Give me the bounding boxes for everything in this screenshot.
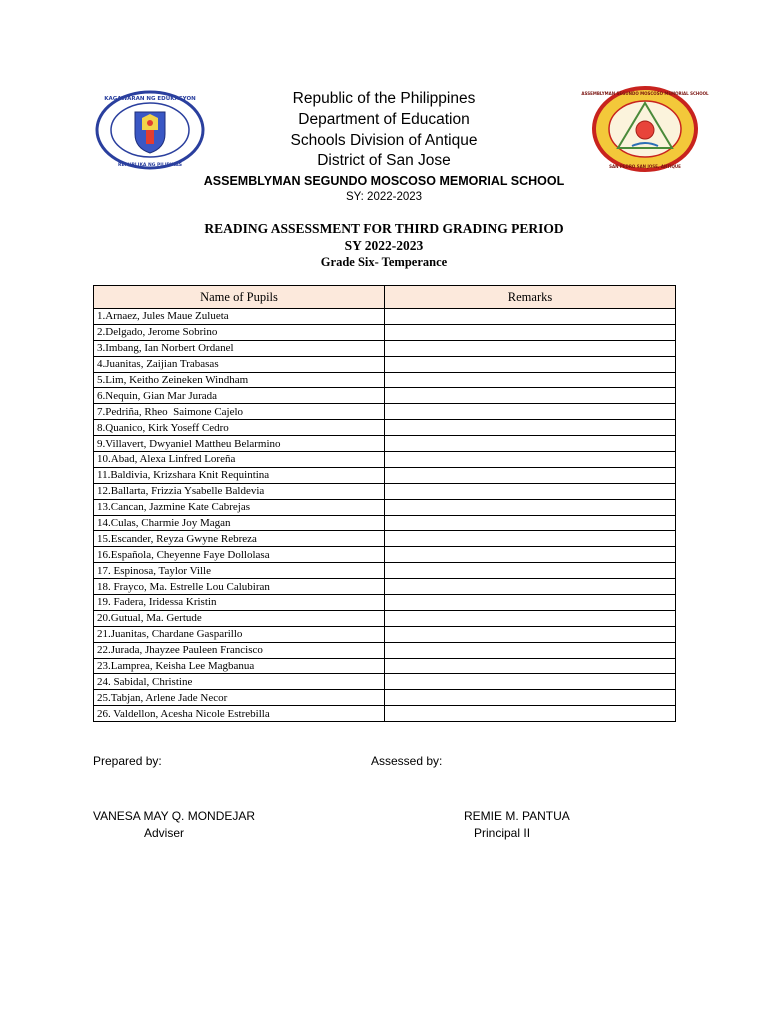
remarks-cell[interactable] [385, 309, 676, 325]
school-name: ASSEMBLYMAN SEGUNDO MOSCOSO MEMORIAL SCHOOL [203, 174, 565, 188]
remarks-cell[interactable] [385, 674, 676, 690]
pupil-name-cell: 7.Pedriña, Rheo Saimone Cajelo [94, 404, 385, 420]
assessed-by-label: Assessed by: [371, 754, 443, 768]
table-row [94, 610, 676, 626]
pupil-name-cell: 11.Baldivia, Krizshara Knit Requintina [94, 467, 385, 483]
header-department: Department of Education [298, 111, 470, 128]
principal-role: Principal II [474, 826, 531, 840]
pupil-name-cell: 17. Espinosa, Taylor Ville [94, 563, 385, 579]
pupil-name-cell: 6.Nequin, Gian Mar Jurada [94, 388, 385, 404]
table-row [94, 420, 676, 436]
table-row [94, 674, 676, 690]
table-row [94, 340, 676, 356]
pupil-name-cell: 18. Frayco, Ma. Estrelle Lou Calubiran [94, 579, 385, 595]
remarks-cell[interactable] [385, 404, 676, 420]
remarks-cell[interactable] [385, 658, 676, 674]
pupil-name-cell: 2.Delgado, Jerome Sobrino [94, 324, 385, 340]
principal-name: REMIE M. PANTUA [464, 809, 570, 823]
remarks-cell[interactable] [385, 610, 676, 626]
pupil-name-cell: 22.Jurada, Jhayzee Pauleen Francisco [94, 642, 385, 658]
table-row [94, 547, 676, 563]
adviser-name: VANESA MAY Q. MONDEJAR [93, 809, 256, 823]
remarks-cell[interactable] [385, 547, 676, 563]
table-row [94, 531, 676, 547]
remarks-cell[interactable] [385, 483, 676, 499]
table-row [94, 499, 676, 515]
table-row [94, 309, 676, 325]
table-row [94, 372, 676, 388]
table-row [94, 706, 676, 722]
header-republic: Republic of the Philippines [292, 90, 476, 107]
header-school-year: SY: 2022-2023 [345, 191, 423, 203]
document-title: READING ASSESSMENT FOR THIRD GRADING PERIOD [204, 221, 564, 236]
remarks-cell[interactable] [385, 452, 676, 468]
table-row [94, 436, 676, 452]
table-row [94, 595, 676, 611]
remarks-cell[interactable] [385, 420, 676, 436]
pupil-name-cell: 8.Quanico, Kirk Yoseff Cedro [94, 420, 385, 436]
table-row [94, 356, 676, 372]
pupil-name-cell: 24. Sabidal, Christine [94, 674, 385, 690]
remarks-cell[interactable] [385, 324, 676, 340]
remarks-cell[interactable] [385, 356, 676, 372]
remarks-cell[interactable] [385, 436, 676, 452]
remarks-cell[interactable] [385, 467, 676, 483]
pupil-name-cell: 26. Valdellon, Acesha Nicole Estrebilla [94, 706, 385, 722]
seal-ring-text-bottom: REPUBLIKA NG PILIPINAS [117, 163, 183, 168]
remarks-cell[interactable] [385, 388, 676, 404]
pupil-name-cell: 13.Cancan, Jazmine Kate Cabrejas [94, 499, 385, 515]
pupil-name-cell: 19. Fadera, Iridessa Kristin [94, 595, 385, 611]
table-row [94, 690, 676, 706]
pupil-name-cell: 23.Lamprea, Keisha Lee Magbanua [94, 658, 385, 674]
column-header-remarks: Remarks [385, 286, 676, 309]
pupil-name-cell: 3.Imbang, Ian Norbert Ordanel [94, 340, 385, 356]
pupil-name-cell: 5.Lim, Keitho Zeineken Windham [94, 372, 385, 388]
document-sy: SY 2022-2023 [344, 238, 424, 253]
pupil-name-cell: 15.Escander, Reyza Gwyne Rebreza [94, 531, 385, 547]
column-header-name: Name of Pupils [94, 286, 385, 309]
pupil-name-cell: 20.Gutual, Ma. Gertude [94, 610, 385, 626]
remarks-cell[interactable] [385, 579, 676, 595]
pupil-name-cell: 9.Villavert, Dwyaniel Mattheu Belarmino [94, 436, 385, 452]
table-row [94, 467, 676, 483]
pupil-name-cell: 1.Arnaez, Jules Maue Zulueta [94, 309, 385, 325]
pupil-name-cell: 12.Ballarta, Frizzia Ysabelle Baldevia [94, 483, 385, 499]
pupil-name-cell: 25.Tabjan, Arlene Jade Necor [94, 690, 385, 706]
pupil-name-cell: 21.Juanitas, Chardane Gasparillo [94, 626, 385, 642]
table-row [94, 579, 676, 595]
remarks-cell[interactable] [385, 515, 676, 531]
remarks-cell[interactable] [385, 626, 676, 642]
class-section: Grade Six- Temperance [320, 255, 448, 269]
pupil-name-cell: 14.Culas, Charmie Joy Magan [94, 515, 385, 531]
table-row [94, 483, 676, 499]
remarks-cell[interactable] [385, 340, 676, 356]
table-header-row [94, 286, 676, 309]
table-row [94, 452, 676, 468]
table-row [94, 563, 676, 579]
header-district: District of San Jose [317, 152, 451, 169]
school-seal-ring-text-top: ASSEMBLYMAN SEGUNDO MOSCOSO MEMORIAL SCHOOL [581, 91, 709, 96]
seal-ring-text-top: KAGAWARAN NG EDUKASYON [104, 96, 196, 102]
remarks-cell[interactable] [385, 706, 676, 722]
remarks-cell[interactable] [385, 563, 676, 579]
table-row [94, 642, 676, 658]
table-row [94, 515, 676, 531]
remarks-cell[interactable] [385, 595, 676, 611]
remarks-cell[interactable] [385, 690, 676, 706]
table-row [94, 626, 676, 642]
pupil-name-cell: 16.Española, Cheyenne Faye Dollolasa [94, 547, 385, 563]
remarks-cell[interactable] [385, 499, 676, 515]
table-row [94, 388, 676, 404]
pupils-table [93, 285, 676, 722]
remarks-cell[interactable] [385, 642, 676, 658]
table-row [94, 404, 676, 420]
remarks-cell[interactable] [385, 372, 676, 388]
pupil-name-cell: 10.Abad, Alexa Linfred Loreña [94, 452, 385, 468]
table-row [94, 658, 676, 674]
adviser-role: Adviser [144, 826, 185, 840]
pupil-name-cell: 4.Juanitas, Zaijian Trabasas [94, 356, 385, 372]
header-division: Schools Division of Antique [290, 132, 478, 149]
table-row [94, 324, 676, 340]
remarks-cell[interactable] [385, 531, 676, 547]
prepared-by-label: Prepared by: [93, 754, 162, 768]
school-seal-ring-text-bottom: SAN PEDRO SAN JOSE, ANTIQUE [609, 164, 681, 169]
